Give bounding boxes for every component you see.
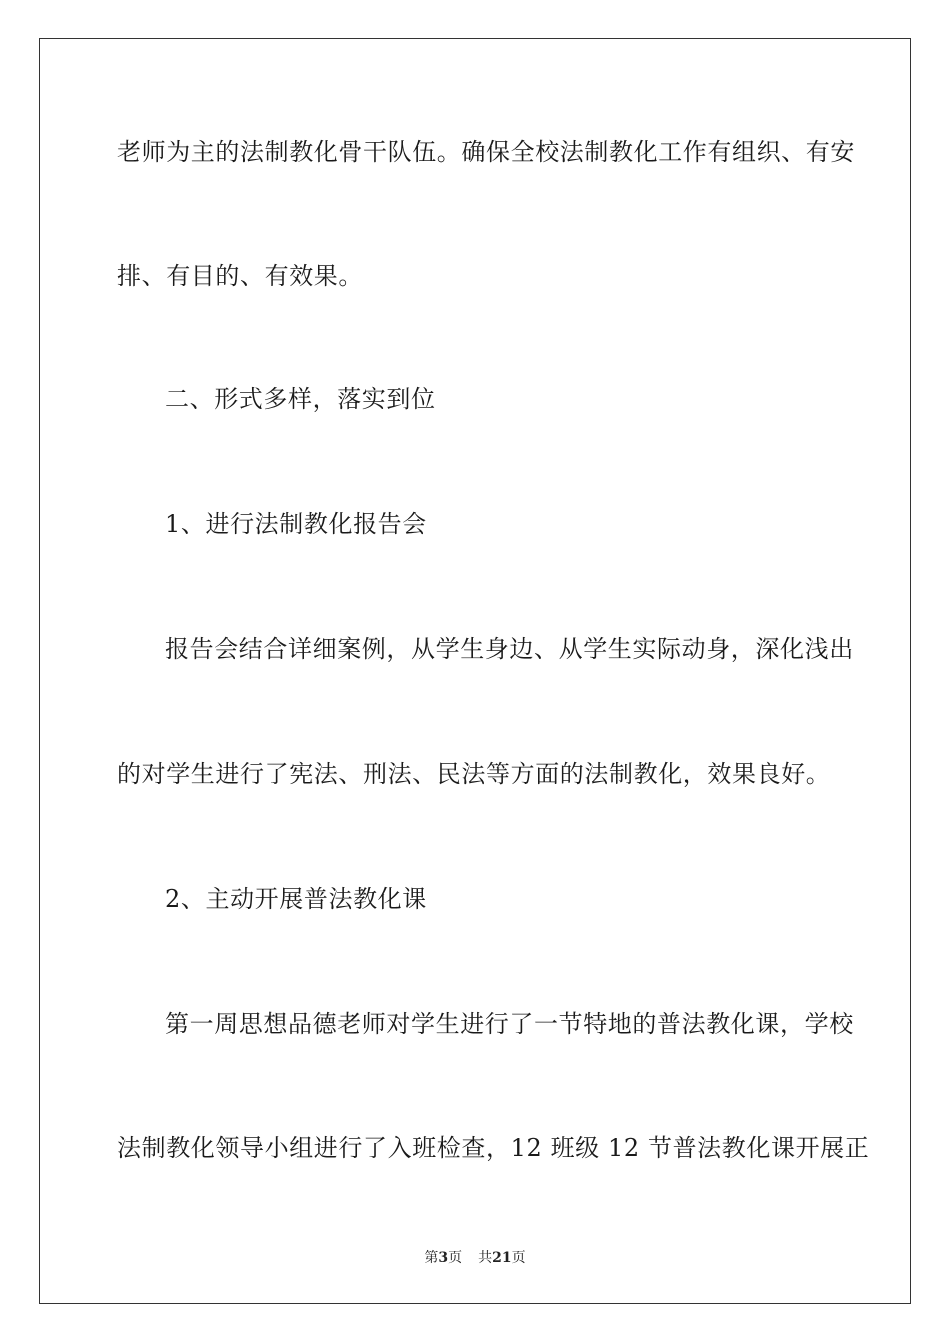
body-text-line: 法制教化领导小组进行了入班检查，12 班级 12 节普法教化课开展正 — [117, 1134, 870, 1162]
page-prefix: 第 — [424, 1250, 439, 1266]
total-prefix: 共 — [478, 1250, 493, 1266]
body-text-line: 排、有目的、有效果。 — [117, 262, 363, 290]
body-text-line: 报告会结合详细案例，从学生身边、从学生实际动身，深化浅出 — [165, 635, 854, 663]
total-pages: 21 — [492, 1250, 512, 1266]
page-suffix: 页 — [448, 1250, 463, 1266]
page-border — [39, 38, 911, 1304]
body-text-line: 的对学生进行了宪法、刑法、民法等方面的法制教化，效果良好。 — [117, 760, 831, 788]
section-heading: 二、形式多样，落实到位 — [165, 385, 436, 413]
body-text-line: 老师为主的法制教化骨干队伍。确保全校法制教化工作有组织、有安 — [117, 138, 855, 166]
page-footer — [0, 1249, 950, 1267]
page-number: 3 — [438, 1250, 449, 1266]
subsection-heading: 1、进行法制教化报告会 — [165, 510, 427, 538]
body-text-line: 第一周思想品德老师对学生进行了一节特地的普法教化课，学校 — [165, 1010, 854, 1038]
subsection-heading: 2、主动开展普法教化课 — [165, 885, 427, 913]
total-suffix: 页 — [511, 1250, 526, 1266]
